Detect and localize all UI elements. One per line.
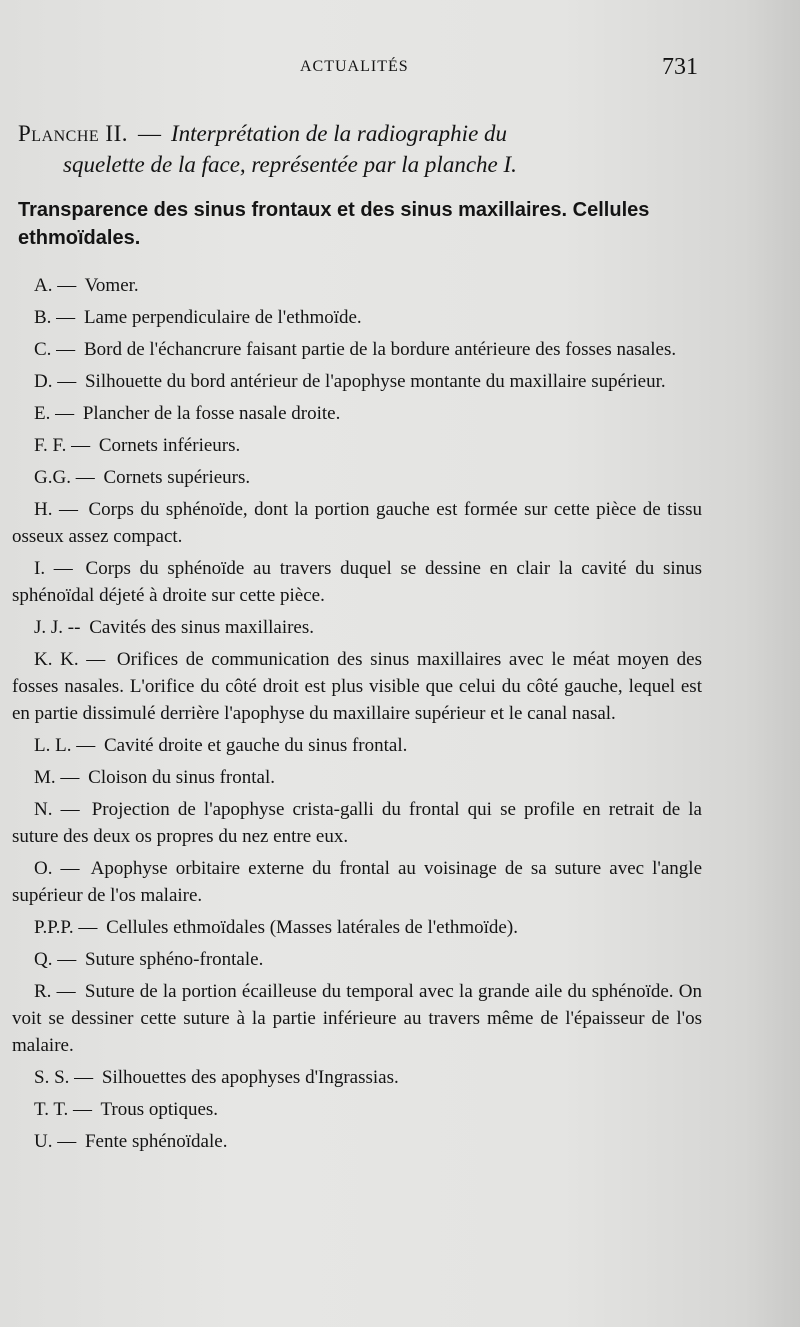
legend-key: S. S. — [34,1067,94,1088]
caption-dash: — [138,121,161,146]
legend-key: B. — [34,307,76,328]
legend-entry [12,978,702,1059]
legend-entry [12,464,702,491]
legend-key: T. T. — [34,1099,93,1120]
legend-entry [12,732,702,759]
legend-entry [12,764,702,791]
legend-entry [12,646,702,727]
legend-text: Suture de la portion écailleuse du temporal avec la grande aile du sphénoïde. On voit se dessiner cette suture à la partie inférieure au travers même de l'épaisseur de l'os malaire. [12,981,703,1056]
legend-text: Fente sphénoïdale. [84,1131,228,1152]
legend-entry [12,796,702,850]
legend-entry [12,555,702,609]
legend-key: M. — [34,767,80,788]
legend-text: Silhouettes des apophyses d'Ingrassias. [101,1067,399,1088]
legend-key: I. — [34,558,73,579]
legend-entry [12,614,702,641]
legend-key: Q. — [34,949,77,970]
legend-key: A. — [34,275,77,296]
plate-label: Planche II. [18,121,128,146]
legend-entry [12,946,702,973]
legend-key: K. K. — [34,649,106,670]
plate-caption [18,118,708,180]
legend-text: Cellules ethmoïdales (Masses latérales de l'ethmoïde). [106,917,518,938]
legend-entry [12,400,702,427]
page-number: 731 [662,54,698,80]
legend-text: Cornets inférieurs. [98,435,241,456]
legend-entry [12,496,702,550]
legend-text: Lame perpendiculaire de l'ethmoïde. [83,307,362,328]
legend-entry [12,1128,702,1155]
legend-key: P.P.P. — [34,917,98,938]
legend-text: Plancher de la fosse nasale droite. [82,403,341,424]
running-head: ACTUALITÉS [300,58,409,75]
legend-entry [12,304,702,331]
legend-entry [12,336,702,363]
legend-key: D. — [34,371,77,392]
legend-entry [12,1096,702,1123]
legend-key: E. — [34,403,75,424]
legend-entry [12,1064,702,1091]
legend-text: Vomer. [84,275,139,296]
legend-key: J. J. -- [34,617,81,638]
legend-text: Projection de l'apophyse crista-galli du frontal qui se profile en retrait de la suture des deux os propres du nez entre eux. [12,799,702,847]
legend-text: Bord de l'échancrure faisant partie de la bordure antérieure des fosses nasales. [83,339,677,360]
legend-text: Cavités des sinus maxillaires. [89,617,315,638]
legend-list [12,272,702,1160]
legend-text: Cloison du sinus frontal. [88,767,275,788]
legend-text: Orifices de communication des sinus maxillaires avec le méat moyen des fosses nasales. L'orifice du côté droit est plus visible que celui du côté gauche, lequel est en partie dissimulé derrière l'apophyse du maxillaire supérieur et le canal nasal. [12,649,702,724]
legend-text: Apophyse orbitaire externe du frontal au voisinage de sa suture avec l'angle supérieur de l'os malaire. [12,858,702,906]
legend-key: C. — [34,339,76,360]
legend-key: N. — [34,799,80,820]
legend-text: Cavité droite et gauche du sinus frontal. [103,735,408,756]
legend-text: Trous optiques. [100,1099,219,1120]
legend-entry [12,432,702,459]
caption-title-line1: Interprétation de la radiographie du [171,121,508,146]
legend-key: G.G. — [34,467,95,488]
legend-key: O. — [34,858,80,879]
section-subheading: Transparence des sinus frontaux et des sinus maxillaires. Cellules ethmoïdales. [18,199,650,249]
legend-text: Silhouette du bord antérieur de l'apophyse montante du maxillaire supérieur. [84,371,666,392]
legend-text: Cornets supérieurs. [103,467,251,488]
legend-key: L. L. — [34,735,96,756]
legend-key: F. F. — [34,435,91,456]
legend-key: H. — [34,499,78,520]
legend-key: R. — [34,981,76,1002]
legend-key: U. — [34,1131,77,1152]
caption-title-line2: squelette de la face, représentée par la planche I. [63,152,517,177]
legend-entry [12,914,702,941]
legend-entry [12,855,702,909]
legend-entry [12,272,702,299]
legend-text: Corps du sphénoïde, dont la portion gauche est formée sur cette pièce de tissu osseux assez compact. [12,499,703,547]
legend-text: Corps du sphénoïde au travers duquel se dessine en clair la cavité du sinus sphénoïdal déjeté à droite sur cette pièce. [12,558,703,606]
legend-entry [12,368,702,395]
legend-text: Suture sphéno-frontale. [84,949,264,970]
